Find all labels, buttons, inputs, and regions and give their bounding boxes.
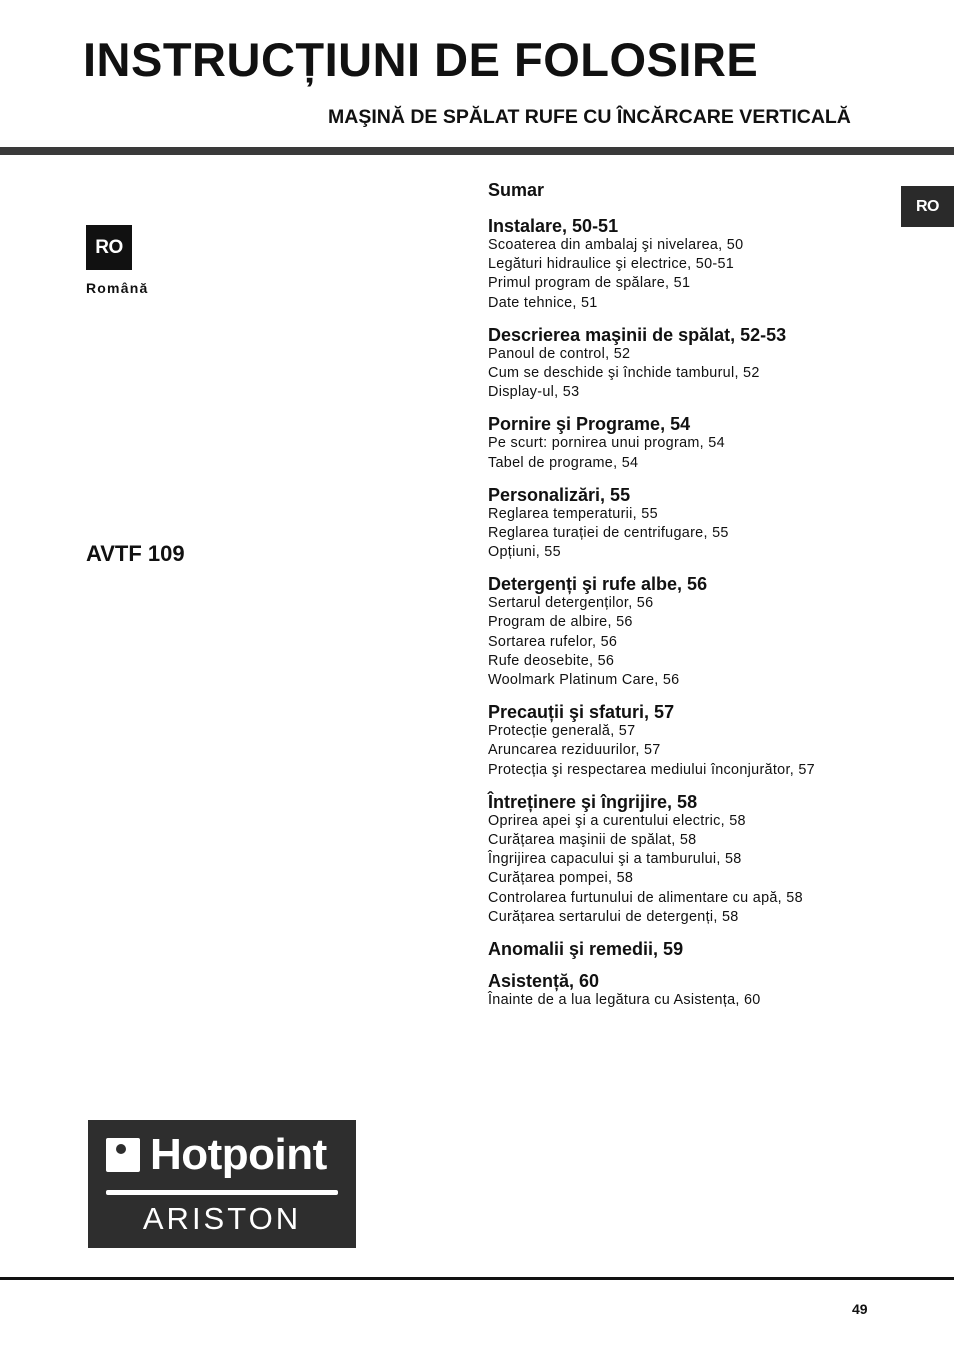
toc-item: Curățarea maşinii de spălat, 58: [488, 831, 697, 848]
toc-item: Woolmark Platinum Care, 56: [488, 672, 680, 688]
toc-section: [488, 485, 908, 563]
toc-section: [488, 574, 908, 690]
toc-item: Oprirea apei şi a curentului electric, 58: [488, 812, 746, 829]
toc-section: [488, 702, 908, 780]
toc-item: Panoul de control, 52: [488, 345, 631, 362]
model-name: AVTF 109: [86, 541, 185, 566]
toc-section-title: Descrierea maşinii de spălat, 52-53: [488, 324, 787, 345]
page-title: INSTRUCȚIUNI DE FOLOSIRE: [83, 33, 759, 86]
toc-item: Curățarea pompei, 58: [488, 870, 634, 887]
toc-item: Reglarea turației de centrifugare, 55: [488, 524, 729, 541]
toc-item: Reglarea temperaturii, 55: [488, 505, 658, 522]
logo-divider: [106, 1190, 338, 1195]
toc-item: Controlarea furtunului de alimentare cu apă, 58: [488, 889, 803, 906]
toc-item: Sortarea rufelor, 56: [488, 633, 618, 650]
language-side-tab: RO: [901, 186, 954, 227]
toc-section: [488, 414, 908, 472]
logo-square-icon: [106, 1138, 140, 1172]
toc-item: Cum se deschide şi închide tamburul, 52: [488, 364, 760, 381]
toc-item: Aruncarea reziduurilor, 57: [488, 742, 661, 759]
toc-section-title: Personalizări, 55: [488, 484, 631, 505]
toc-item: Protecție generală, 57: [488, 723, 636, 740]
toc-item: Sertarul detergenților, 56: [488, 595, 654, 612]
toc-section-title: Pornire şi Programe, 54: [488, 414, 691, 435]
toc-section-title: Precauții şi sfaturi, 57: [488, 702, 675, 723]
toc-section: [488, 325, 908, 403]
language-code-badge: RO: [86, 225, 132, 270]
toc-section-title: Detergenți şi rufe albe, 56: [488, 574, 708, 595]
toc-section-title: Asistență, 60: [488, 970, 600, 991]
toc-heading: Sumar: [488, 180, 545, 200]
toc-item: Rufe deosebite, 56: [488, 652, 615, 669]
toc-item: Curățarea sertarului de detergenți, 58: [488, 908, 739, 925]
language-name: Română: [86, 280, 149, 296]
logo-text-secondary: ARISTON: [142, 1201, 302, 1236]
toc-item: Primul program de spălare, 51: [488, 275, 691, 292]
toc-item: Îngrijirea capacului şi a tamburului, 58: [488, 851, 742, 868]
toc-item: Pe scurt: pornirea unui program, 54: [488, 435, 725, 452]
toc-item: Display-ul, 53: [488, 384, 580, 401]
toc-section: [488, 939, 908, 959]
toc-section: [488, 971, 908, 1010]
toc-section-title: Anomalii şi remedii, 59: [488, 938, 684, 959]
toc-item: Date tehnice, 51: [488, 294, 598, 311]
toc-item: Tabel de programe, 54: [488, 454, 639, 471]
logo-text-primary: Hotpoint: [150, 1130, 327, 1179]
table-of-contents: [488, 178, 908, 1010]
toc-sections: [488, 216, 908, 1010]
header-divider: [0, 147, 954, 155]
toc-section: [488, 792, 908, 927]
page-subtitle: MAŞINĂ DE SPĂLAT RUFE CU ÎNCĂRCARE VERTICALĂ: [328, 106, 851, 128]
toc-section-title: Întreținere şi îngrijire, 58: [488, 791, 698, 812]
toc-section-title: Instalare, 50-51: [488, 216, 619, 236]
toc-item: Legături hidraulice şi electrice, 50-51: [488, 256, 735, 273]
toc-item: Program de albire, 56: [488, 614, 633, 631]
footer-divider: [0, 1277, 954, 1280]
page-number: 49: [852, 1301, 868, 1317]
toc-item: Opțiuni, 55: [488, 544, 561, 561]
toc-section: [488, 216, 908, 313]
toc-item: Protecția şi respectarea mediului înconjurător, 57: [488, 761, 815, 778]
toc-item: Scoaterea din ambalaj şi nivelarea, 50: [488, 237, 744, 253]
brand-logo: [88, 1120, 356, 1248]
toc-item: Înainte de a lua legătura cu Asistența, 60: [488, 991, 761, 1008]
